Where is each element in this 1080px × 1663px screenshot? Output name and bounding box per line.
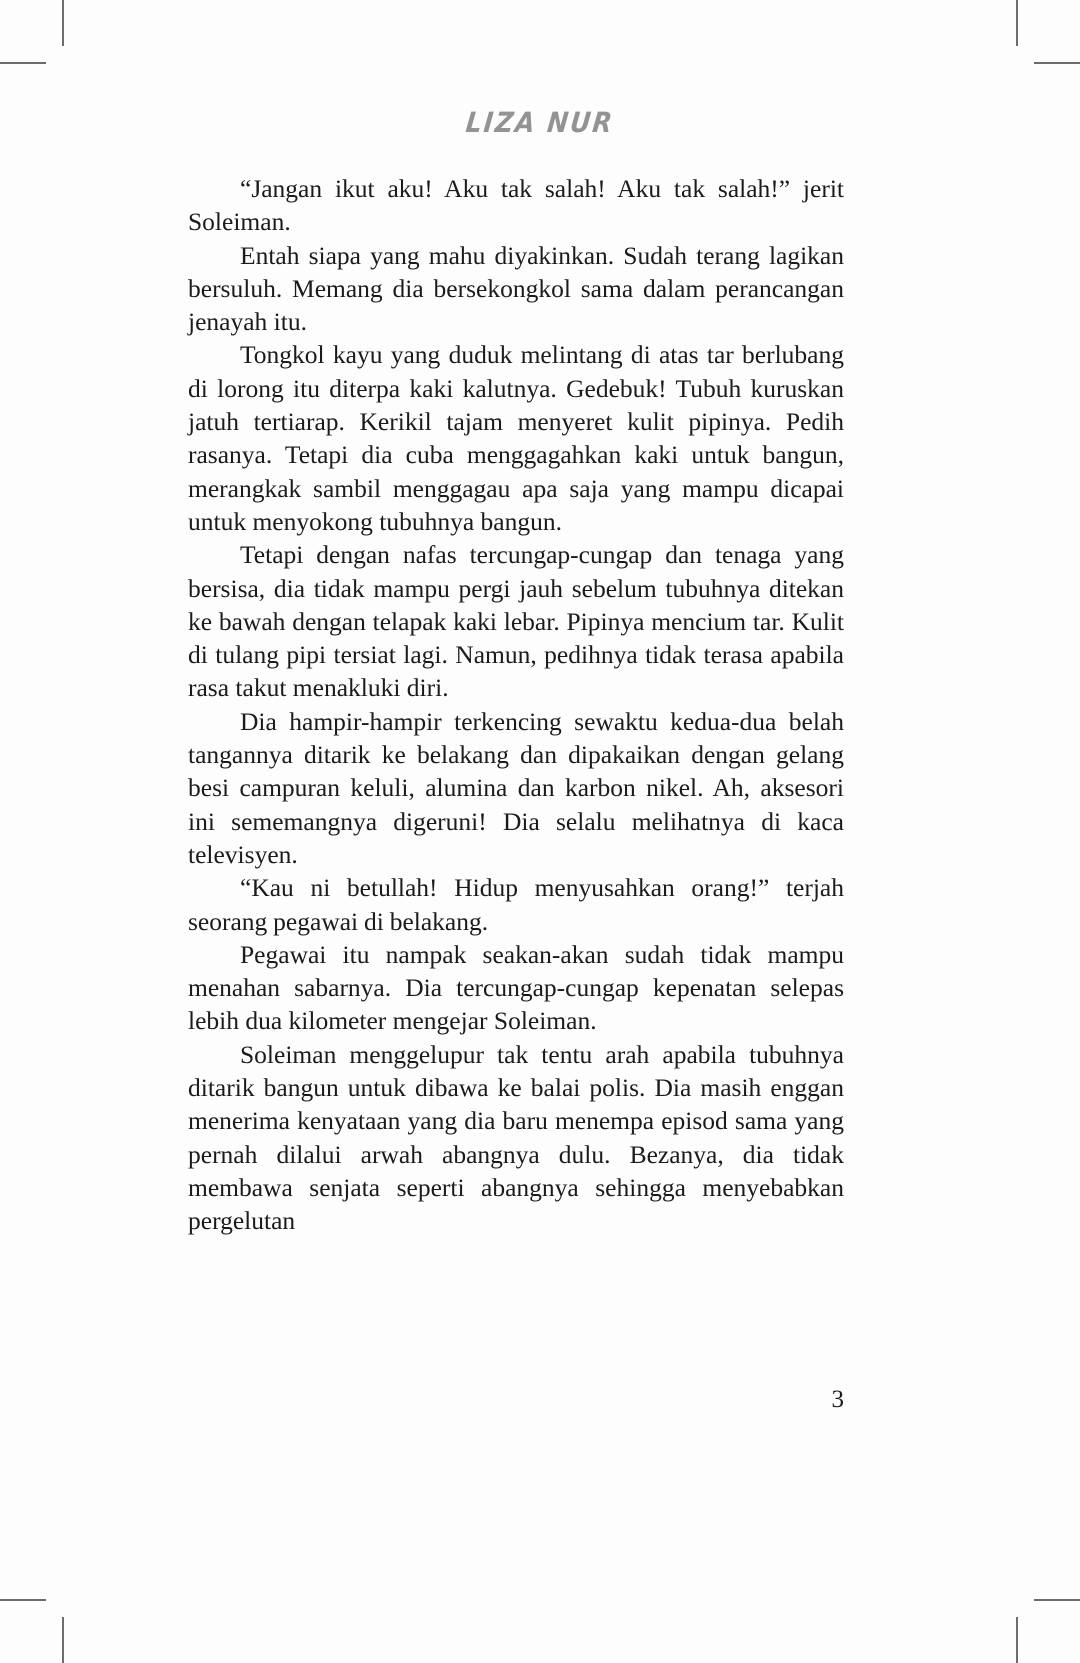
crop-mark-bottom-left-vertical [62, 1617, 64, 1663]
crop-mark-bottom-right-horizontal [1034, 1599, 1080, 1601]
paragraph: Soleiman menggelupur tak tentu arah apabila tubuhnya ditarik bangun untuk dibawa ke balai polis. Dia masih enggan menerima kenyataan yang dia baru menempa episod sama yang pernah dilalui arwah abangnya dulu. Bezanya, dia tidak membawa senjata seperti abangnya sehingga menyebabkan pergelutan [188, 1039, 844, 1236]
crop-mark-bottom-right-vertical [1016, 1617, 1018, 1663]
author-name: LIZA NUR [464, 106, 616, 139]
paragraph: “Jangan ikut aku! Aku tak salah! Aku tak salah!” jerit Soleiman. [188, 174, 844, 237]
paragraph: Tongkol kayu yang duduk melintang di atas tar berlubang di lorong itu diterpa kaki kalutnya. Gedebuk! Tubuh kuruskan jatuh tertiarap. Kerikil tajam menyeret kulit pipinya. Pedih rasanya. Tetapi dia cuba menggagahkan kaki untuk bangun, merangkak sambil menggagau apa saja yang mampu dicapai untuk menyokong tubuhnya bangun. [188, 340, 844, 536]
body-text-block [188, 172, 844, 1238]
running-head [0, 108, 1080, 137]
crop-mark-top-left-horizontal [0, 62, 46, 64]
crop-mark-top-right-vertical [1016, 0, 1018, 46]
paragraph: Dia hampir-hampir terkencing sewaktu kedua-dua belah tangannya ditarik ke belakang dan dipakaikan dengan gelang besi campuran keluli, alumina dan karbon nikel. Ah, aksesori ini sememangnya digeruni! Dia selalu melihatnya di kaca televisyen. [188, 706, 844, 869]
crop-mark-top-left-vertical [62, 0, 64, 46]
paragraph: Tetapi dengan nafas tercungap-cungap dan tenaga yang bersisa, dia tidak mampu pergi jauh sebelum tubuhnya ditekan ke bawah dengan telapak kaki lebar. Pipinya mencium tar. Kulit di tulang pipi tersiat lagi. Namun, pedihnya tidak terasa apabila rasa takut menakluki diri. [188, 540, 844, 703]
paragraph: Pegawai itu nampak seakan-akan sudah tidak mampu menahan sabarnya. Dia tercungap-cungap kepenatan selepas lebih dua kilometer mengejar Soleiman. [188, 939, 844, 1036]
paragraph: “Kau ni betullah! Hidup menyusahkan orang!” terjah seorang pegawai di belakang. [188, 873, 844, 936]
page-number: 3 [831, 1386, 844, 1413]
crop-mark-top-right-horizontal [1034, 62, 1080, 64]
crop-mark-bottom-left-horizontal [0, 1599, 46, 1601]
paragraph: Entah siapa yang mahu diyakinkan. Sudah terang lagikan bersuluh. Memang dia bersekongkol sama dalam perancangan jenayah itu. [188, 240, 844, 337]
